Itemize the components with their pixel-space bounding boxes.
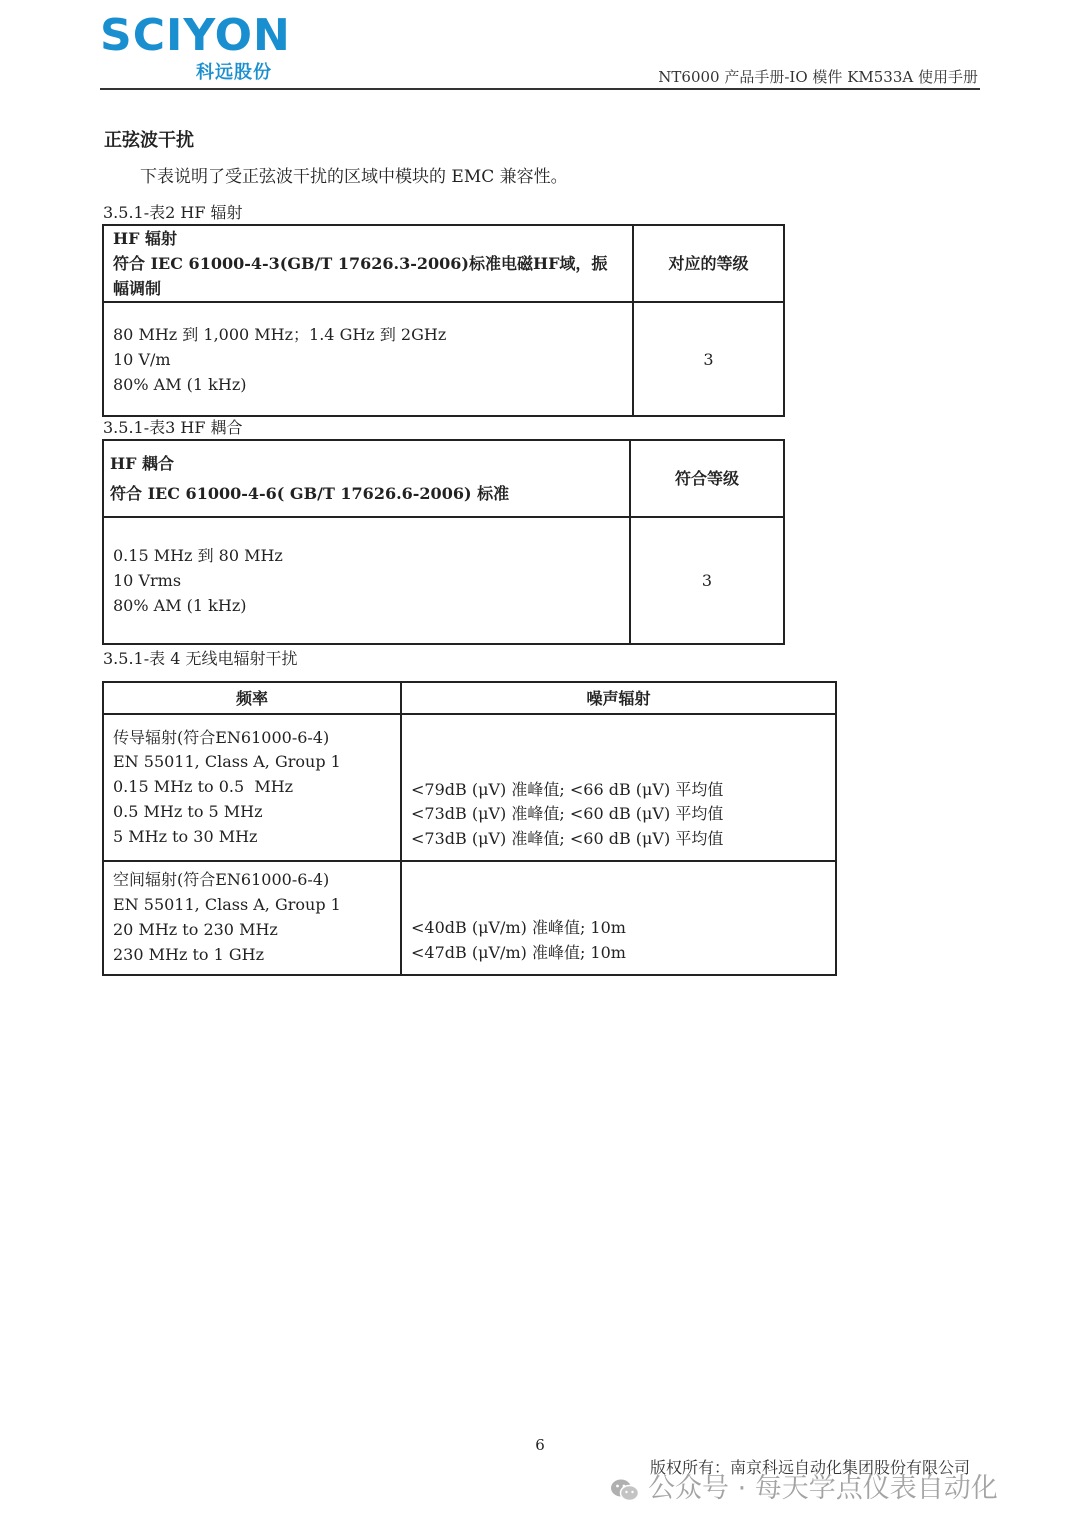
table4-row-line: 0.5 MHz to 5 MHz: [113, 801, 263, 821]
table4-row-line: <47dB (μV/m) 准峰值; 10m: [411, 943, 626, 963]
table4-row-right: [401, 861, 836, 975]
table4-row-line: 传导辐射(符合EN61000-6-4): [113, 727, 330, 747]
table4-row-line: <79dB (μV) 准峰值; <66 dB (μV) 平均值: [411, 779, 724, 799]
table4-row-line: <73dB (μV) 准峰值; <60 dB (μV) 平均值: [411, 804, 724, 824]
table2-hf-radiation: [102, 224, 785, 417]
intro-paragraph: 下表说明了受正弦波干扰的区域中模块的 EMC 兼容性。: [140, 167, 568, 187]
table2-caption: 3.5.1-表2 HF 辐射: [103, 203, 243, 222]
table4-row-line: 20 MHz to 230 MHz: [113, 920, 278, 939]
table2-row-line: 80% AM (1 kHz): [113, 374, 247, 394]
header-divider: [100, 88, 980, 90]
table4-row-line: 5 MHz to 30 MHz: [113, 826, 258, 846]
copyright-notice: 版权所有：南京科远自动化集团股份有限公司: [650, 1458, 971, 1477]
table4-row-right: [401, 714, 836, 861]
table3-header-line: 符合 IEC 61000-4-6( GB/T 17626.6-2006) 标准: [110, 483, 510, 503]
company-logo: SCIYON: [100, 10, 291, 61]
watermark: [610, 1466, 998, 1505]
table3-hf-coupling: [102, 439, 785, 645]
table4-row-line: 空间辐射(符合EN61000-6-4): [113, 870, 330, 890]
document-title: NT6000 产品手册-IO 模件 KM533A 使用手册: [658, 68, 978, 86]
table2-row-description: [103, 302, 633, 416]
wechat-icon: [610, 1477, 640, 1503]
table4-row-left: [103, 714, 401, 861]
table3-header-line: HF 耦合: [110, 453, 175, 473]
table2-row-line: 80 MHz 到 1,000 MHz；1.4 GHz 到 2GHz: [113, 324, 447, 344]
table4-row-line: <73dB (μV) 准峰值; <60 dB (μV) 平均值: [411, 829, 724, 849]
table3-row-line: 0.15 MHz 到 80 MHz: [113, 546, 283, 565]
table4-row-line: 230 MHz to 1 GHz: [113, 944, 265, 964]
company-logo-subtitle: 科远股份: [196, 62, 272, 83]
table3-row-level: 3: [630, 517, 784, 644]
table4-caption: 3.5.1-表 4 无线电辐射干扰: [103, 649, 298, 668]
table3-header-level: 符合等级: [630, 440, 784, 517]
page-number: 6: [535, 1436, 545, 1454]
table4-row-line: <40dB (μV/m) 准峰值; 10m: [411, 918, 626, 938]
table2-header-line: 幅调制: [113, 279, 162, 298]
table3-row-line: 10 Vrms: [113, 571, 182, 590]
table4-row-line: EN 55011, Class A, Group 1: [113, 895, 341, 915]
table4-header-frequency: 频率: [103, 682, 401, 714]
table2-row-level: 3: [633, 302, 784, 416]
watermark-text: 公众号 · 每天学点仪表自动化: [648, 1473, 998, 1504]
table4-row-line: EN 55011, Class A, Group 1: [113, 752, 341, 772]
table4-row-line: 0.15 MHz to 0.5 MHz: [113, 777, 294, 797]
table4-radio-interference: [102, 681, 837, 976]
table2-header-level: 对应的等级: [633, 225, 784, 302]
table3-row-line: 80% AM (1 kHz): [113, 596, 247, 615]
table4-row-left: [103, 861, 401, 975]
section-title: 正弦波干扰: [104, 130, 194, 151]
table3-caption: 3.5.1-表3 HF 耦合: [103, 418, 243, 437]
table4-header-noise: 噪声辐射: [401, 682, 836, 714]
table3-header-description: [103, 440, 630, 517]
table3-row-description: [103, 517, 630, 644]
table2-header-description: [103, 225, 633, 302]
table2-header-line: HF 辐射: [113, 229, 178, 248]
table2-header-line: 符合 IEC 61000-4-3(GB/T 17626.3-2006)标准电磁HF域，振: [113, 254, 608, 273]
table2-row-line: 10 V/m: [113, 349, 171, 369]
